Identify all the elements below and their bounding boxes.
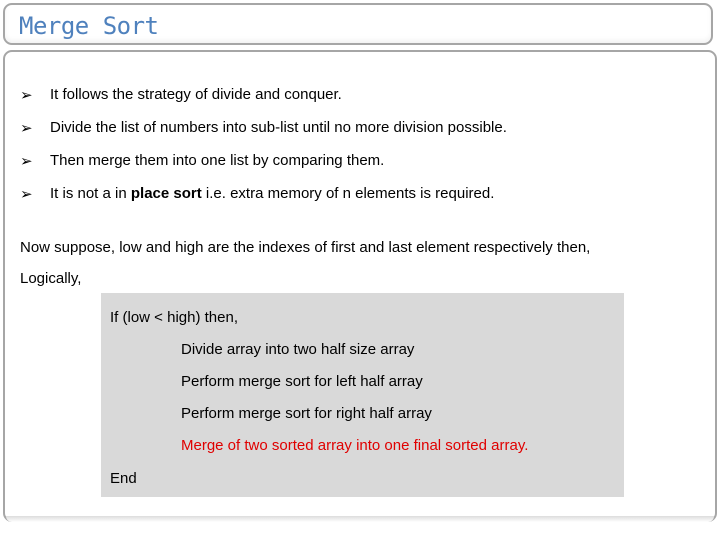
bullet-text: Divide the list of numbers into sub-list until no more division possible. bbox=[50, 119, 507, 136]
algorithm-end-line: End bbox=[110, 470, 137, 487]
bullet-text bbox=[50, 184, 494, 204]
bullet-text: Then merge them into one list by comparing them. bbox=[50, 152, 385, 169]
bullet-text-after: i.e. extra memory of n elements is required. bbox=[201, 185, 495, 202]
algorithm-step: Perform merge sort for right half array bbox=[181, 405, 432, 422]
title-bar bbox=[3, 3, 713, 45]
bullet-item bbox=[20, 151, 507, 184]
bullet-list bbox=[20, 85, 507, 217]
arrowhead-bullet-icon: ➢ bbox=[20, 185, 33, 203]
paragraph-line: Logically, bbox=[20, 270, 82, 287]
bullet-item bbox=[20, 118, 507, 151]
arrowhead-bullet-icon: ➢ bbox=[20, 119, 33, 137]
bullet-item bbox=[20, 85, 507, 118]
paragraph-line: Now suppose, low and high are the indexes of first and last element respectively then, bbox=[20, 239, 591, 256]
bullet-text-before: It is not a in bbox=[50, 185, 131, 202]
slide-title: Merge Sort bbox=[19, 12, 159, 40]
bullet-text-bold: place sort bbox=[130, 185, 202, 202]
frame-shadow bbox=[6, 516, 714, 522]
algorithm-box bbox=[101, 293, 624, 497]
bullet-item bbox=[20, 184, 507, 217]
arrowhead-bullet-icon: ➢ bbox=[20, 86, 33, 104]
bullet-text: It follows the strategy of divide and conquer. bbox=[50, 86, 342, 103]
algorithm-step: Divide array into two half size array bbox=[181, 341, 415, 358]
algorithm-step-highlight: Merge of two sorted array into one final sorted array. bbox=[181, 437, 529, 454]
algorithm-if-line: If (low < high) then, bbox=[110, 309, 238, 326]
algorithm-step: Perform merge sort for left half array bbox=[181, 373, 423, 390]
arrowhead-bullet-icon: ➢ bbox=[20, 152, 33, 170]
